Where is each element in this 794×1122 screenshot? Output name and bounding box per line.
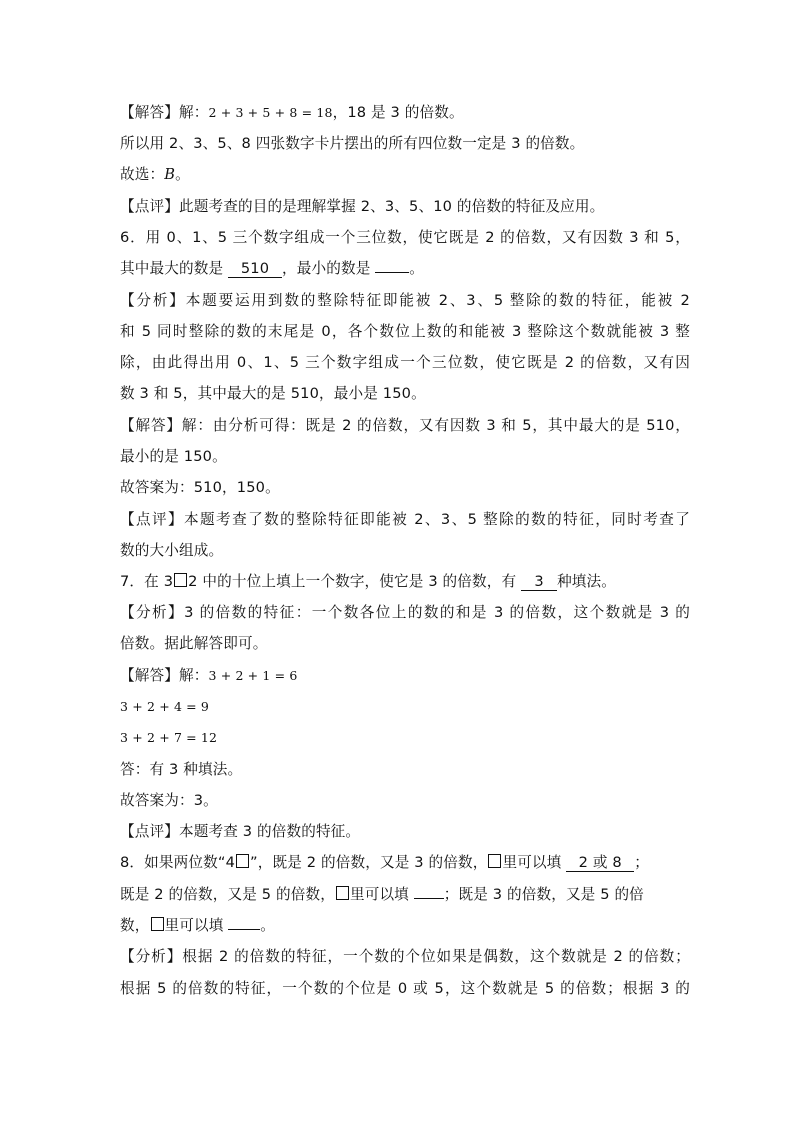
q6-stem-line1: 6．用 0、1、5 三个数字组成一个三位数，使它既是 2 的倍数，又有因数 3 和 5， bbox=[120, 229, 690, 246]
empty-box-icon bbox=[488, 854, 501, 868]
q6-answer-line1: 【解答】解：由分析可得：既是 2 的倍数，又有因数 3 和 5，其中最大的是 510， bbox=[120, 417, 690, 434]
q7-stem bbox=[120, 572, 690, 592]
q8-stem-line2 bbox=[120, 885, 690, 905]
q6-blank-max: 510 bbox=[228, 260, 282, 278]
q6-stem-text: ，最小的数是 bbox=[282, 260, 376, 277]
q8-stem-text: 8．如果两位数“4 bbox=[120, 854, 236, 871]
q8-stem-text: 里可以填 bbox=[502, 854, 567, 871]
q7-stem-text: 2 中的十位上填上一个数字，使它是 3 的倍数，有 bbox=[188, 573, 522, 590]
choice-end: 。 bbox=[175, 166, 190, 183]
q6-comment-line2: 数的大小组成。 bbox=[120, 542, 224, 559]
answer-label: 【解答】解： bbox=[120, 667, 209, 684]
q8-stem-text: 既是 2 的倍数，又是 5 的倍数， bbox=[120, 886, 335, 903]
q5-comment: 【点评】此题考查的目的是理解掌握 2、3、5、10 的倍数的特征及应用。 bbox=[120, 198, 605, 215]
empty-box-icon bbox=[174, 573, 187, 587]
q8-blank-2 bbox=[414, 898, 444, 899]
q8-stem-text: ”，既是 2 的倍数，又是 3 的倍数， bbox=[250, 854, 488, 871]
q7-answer-line bbox=[120, 666, 690, 686]
q5-conclusion: 所以用 2、3、5、8 四张数字卡片摆出的所有四位数一定是 3 的倍数。 bbox=[120, 135, 585, 152]
q6-analysis-line1: 【分析】本题要运用到数的整除特征即能被 2、3、5 整除的数的特征，能被 2 bbox=[120, 292, 690, 309]
q8-stem-text: 。 bbox=[260, 917, 276, 934]
q6-answer-line2: 最小的是 150。 bbox=[120, 448, 227, 465]
q5-choice-line bbox=[120, 165, 690, 185]
q8-blank-1: 2 或 8 bbox=[566, 854, 634, 872]
q7-blank-count: 3 bbox=[521, 573, 557, 591]
q7-analysis-line1: 【分析】3 的倍数的特征：一个数各位上的数的和是 3 的倍数，这个数就是 3 的 bbox=[120, 604, 690, 621]
q8-stem-text: 数， bbox=[120, 917, 150, 934]
q8-stem-line3 bbox=[120, 916, 690, 936]
q8-stem-line1 bbox=[120, 853, 690, 873]
q7-analysis-line2: 倍数。据此解答即可。 bbox=[120, 635, 268, 652]
q6-analysis-line4: 数 3 和 5，其中最大的是 510，最小是 150。 bbox=[120, 385, 426, 402]
q7-equation-3: 3 + 2 + 7 = 12 bbox=[120, 730, 218, 745]
empty-box-icon bbox=[236, 854, 249, 868]
choice-label: 故选： bbox=[120, 166, 165, 183]
q7-equation-2: 3 + 2 + 4 = 9 bbox=[120, 699, 210, 714]
q6-blank-min bbox=[375, 272, 409, 273]
q7-comment: 【点评】本题考查 3 的倍数的特征。 bbox=[120, 823, 361, 840]
q8-analysis-line1: 【分析】根据 2 的倍数的特征，一个数的个位如果是偶数，这个数就是 2 的倍数； bbox=[120, 948, 690, 965]
q6-comment-line1: 【点评】本题考查了数的整除特征即能被 2、3、5 整除的数的特征，同时考查了 bbox=[120, 511, 690, 528]
q8-blank-3 bbox=[228, 929, 260, 930]
q8-stem-text: 里可以填 bbox=[349, 886, 414, 903]
q8-analysis-line2: 根据 5 的倍数的特征，一个数的个位是 0 或 5，这个数就是 5 的倍数；根据 3 的 bbox=[120, 980, 690, 997]
answer-label: 【解答】解： bbox=[120, 104, 209, 121]
q6-analysis-line3: 除，由此得出用 0、1、5 三个数字组成一个三位数，使它既是 2 的倍数，又有因 bbox=[120, 354, 690, 371]
q8-stem-text: ； bbox=[634, 854, 649, 871]
q6-stem-text: 其中最大的数是 bbox=[120, 260, 228, 277]
choice-value: B bbox=[164, 166, 176, 183]
q6-final-answer: 故答案为：510，150。 bbox=[120, 479, 280, 496]
answer-equation: 2 + 3 + 5 + 8 = 18 bbox=[208, 105, 333, 120]
q8-stem-text: 里可以填 bbox=[164, 917, 229, 934]
q7-stem-text: 种填法。 bbox=[557, 573, 617, 590]
q6-analysis-line2: 和 5 同时整除的数的末尾是 0，各个数位上数的和能被 3 整除这个数就能被 3 整 bbox=[120, 323, 690, 340]
q7-reply: 答：有 3 种填法。 bbox=[120, 761, 243, 778]
q7-final-answer: 故答案为：3。 bbox=[120, 792, 218, 809]
q6-stem-line2 bbox=[120, 259, 690, 279]
q8-stem-text: ；既是 3 的倍数，又是 5 的倍 bbox=[443, 886, 644, 903]
empty-box-icon bbox=[151, 917, 164, 931]
answer-text: ，18 是 3 的倍数。 bbox=[332, 104, 464, 121]
q7-stem-text: 7．在 3 bbox=[120, 573, 174, 590]
empty-box-icon bbox=[336, 886, 349, 900]
q5-answer-line bbox=[120, 103, 690, 123]
q6-stem-end: 。 bbox=[409, 260, 425, 277]
q7-equation-1: 3 + 2 + 1 = 6 bbox=[208, 668, 298, 683]
